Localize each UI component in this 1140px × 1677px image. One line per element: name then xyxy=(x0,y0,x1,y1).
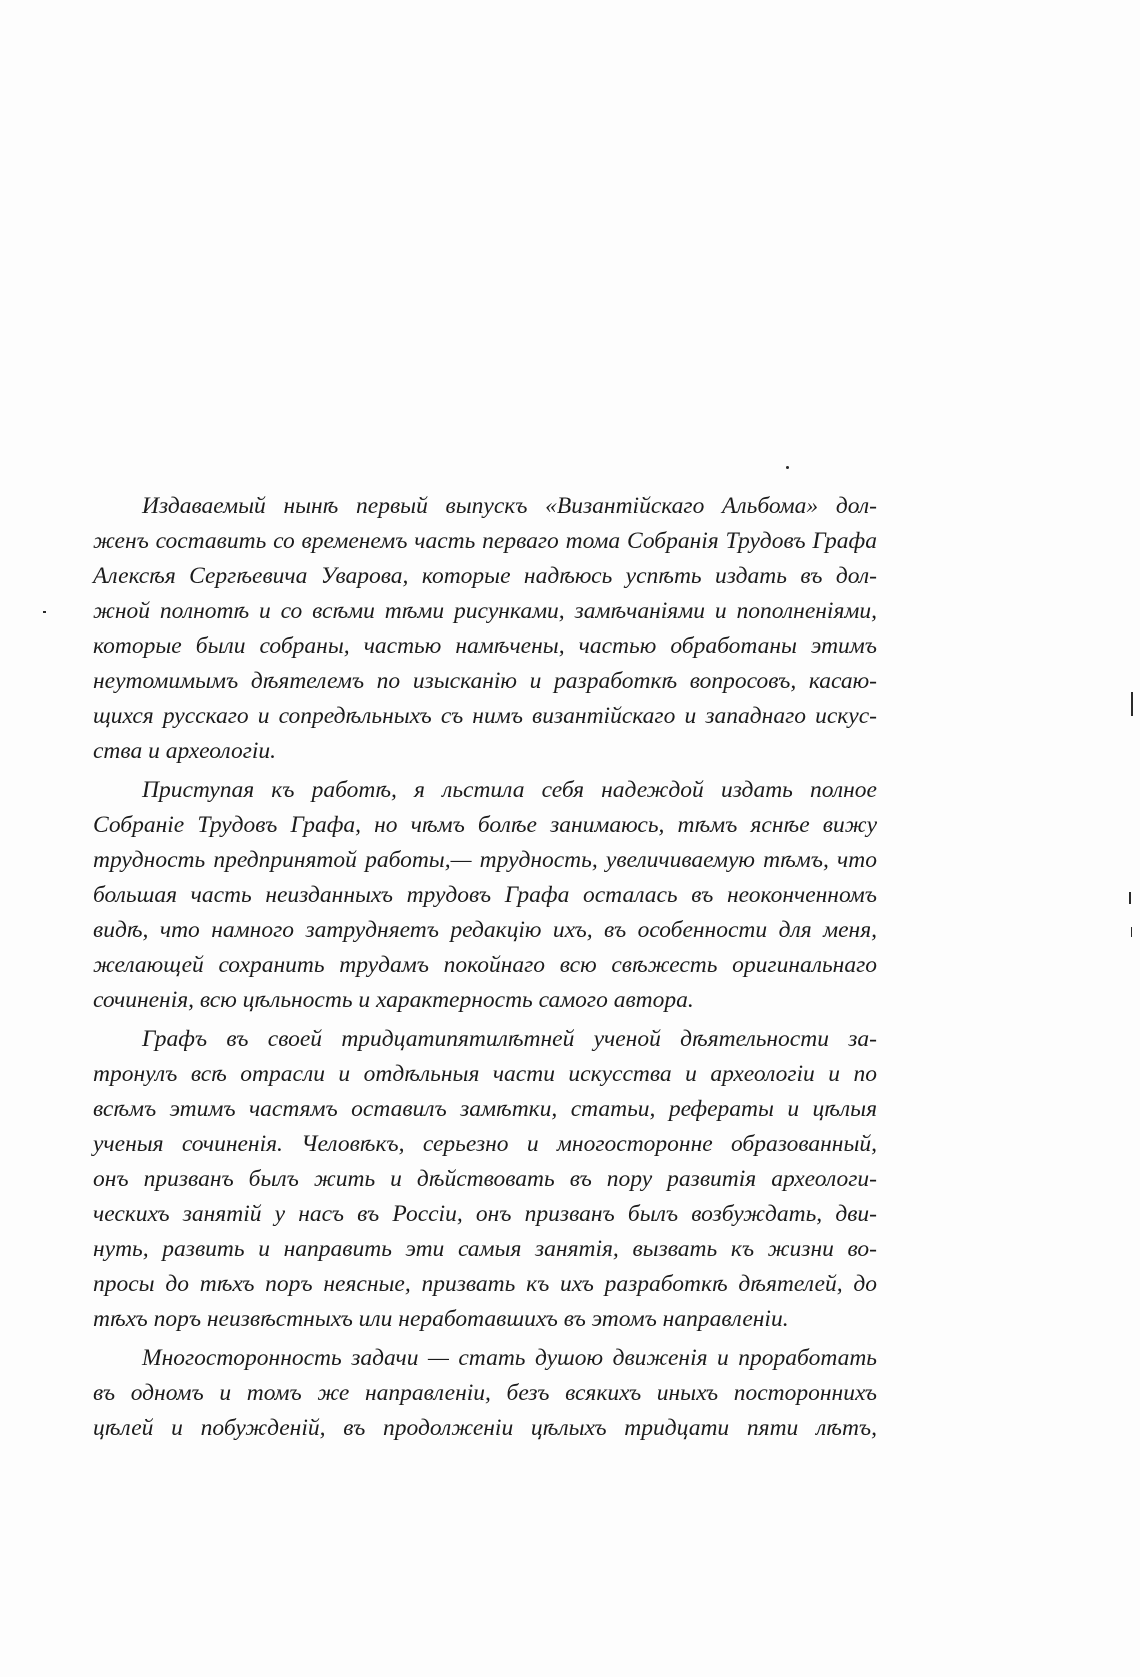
text-line: желающей сохранить трудамъ покойнаго всю свѣжесть оригинальнаго xyxy=(93,952,877,978)
text-line: Алексѣя Сергѣевича Уварова, которые надѣюсь успѣть издать въ дол- xyxy=(93,563,877,589)
text-line: щихся русскаго и сопредѣльныхъ съ нимъ византійскаго и западнаго искус- xyxy=(93,703,877,729)
text-line: Приступая къ работѣ, я льстила себя надеждой издать полное xyxy=(142,777,877,803)
text-line: Графъ въ своей тридцатипятилѣтней ученой дѣятельности за- xyxy=(142,1026,877,1052)
scan-margin-line xyxy=(1131,692,1133,716)
scan-margin-line xyxy=(1131,927,1132,937)
text-line: тѣхъ поръ неизвѣстныхъ или неработавшихъ въ этомъ направленіи. xyxy=(93,1306,789,1332)
scan-margin-line xyxy=(1129,892,1131,904)
text-line: жной полнотѣ и со всѣми тѣми рисунками, замѣчаніями и пополненіями, xyxy=(93,598,877,624)
text-line: женъ составить со временемъ часть перваго тома Собранія Трудовъ Графа xyxy=(93,528,877,554)
text-line: онъ призванъ былъ жить и дѣйствовать въ пору развитія археологи- xyxy=(93,1166,877,1192)
text-line: большая часть неизданныхъ трудовъ Графа осталась въ неоконченномъ xyxy=(93,882,877,908)
text-line: просы до тѣхъ поръ неясные, призвать къ ихъ разработкѣ дѣятелей, до xyxy=(93,1271,877,1297)
text-line: Собраніе Трудовъ Графа, но чѣмъ болѣе занимаюсь, тѣмъ яснѣе вижу xyxy=(93,812,877,838)
text-line: неутомимымъ дѣятелемъ по изысканію и разработкѣ вопросовъ, касаю- xyxy=(93,668,877,694)
text-line: тронулъ всѣ отрасли и отдѣльныя части искусства и археологіи и по xyxy=(93,1061,877,1087)
scan-speck xyxy=(43,611,46,613)
paragraph-1 xyxy=(93,489,877,769)
body-text xyxy=(93,489,877,1446)
text-line: всѣмъ этимъ частямъ оставилъ замѣтки, статьи, рефераты и цѣлыя xyxy=(93,1096,877,1122)
text-line: видѣ, что намного затрудняетъ редакцію ихъ, въ особенности для меня, xyxy=(93,917,877,943)
text-line: ученыя сочиненія. Человѣкъ, серьезно и многосторонне образованный, xyxy=(93,1131,877,1157)
text-line: нуть, развить и направить эти самыя занятія, вызвать къ жизни во- xyxy=(93,1236,877,1262)
text-line: которые были собраны, частью намѣчены, частью обработаны этимъ xyxy=(93,633,877,659)
text-line: ства и археологіи. xyxy=(93,738,277,764)
text-line: трудность предпринятой работы,— трудность, увеличиваемую тѣмъ, что xyxy=(93,847,877,873)
text-line: Многосторонность задачи — стать душою движенія и проработать xyxy=(142,1345,877,1371)
text-line: цѣлей и побужденій, въ продолженіи цѣлыхъ тридцати пяти лѣтъ, xyxy=(93,1415,877,1441)
paragraph-3 xyxy=(93,1022,877,1337)
text-line: сочиненія, всю цѣльность и характерность самого автора. xyxy=(93,987,694,1013)
text-line: Издаваемый нынѣ первый выпускъ «Византійскаго Альбома» дол- xyxy=(142,493,877,519)
paragraph-2 xyxy=(93,773,877,1018)
scan-speck xyxy=(786,466,789,469)
text-line: въ одномъ и томъ же направленіи, безъ всякихъ иныхъ постороннихъ xyxy=(93,1380,877,1406)
paragraph-4 xyxy=(93,1341,877,1446)
text-line: ческихъ занятій у насъ въ Россіи, онъ призванъ былъ возбуждать, дви- xyxy=(93,1201,877,1227)
